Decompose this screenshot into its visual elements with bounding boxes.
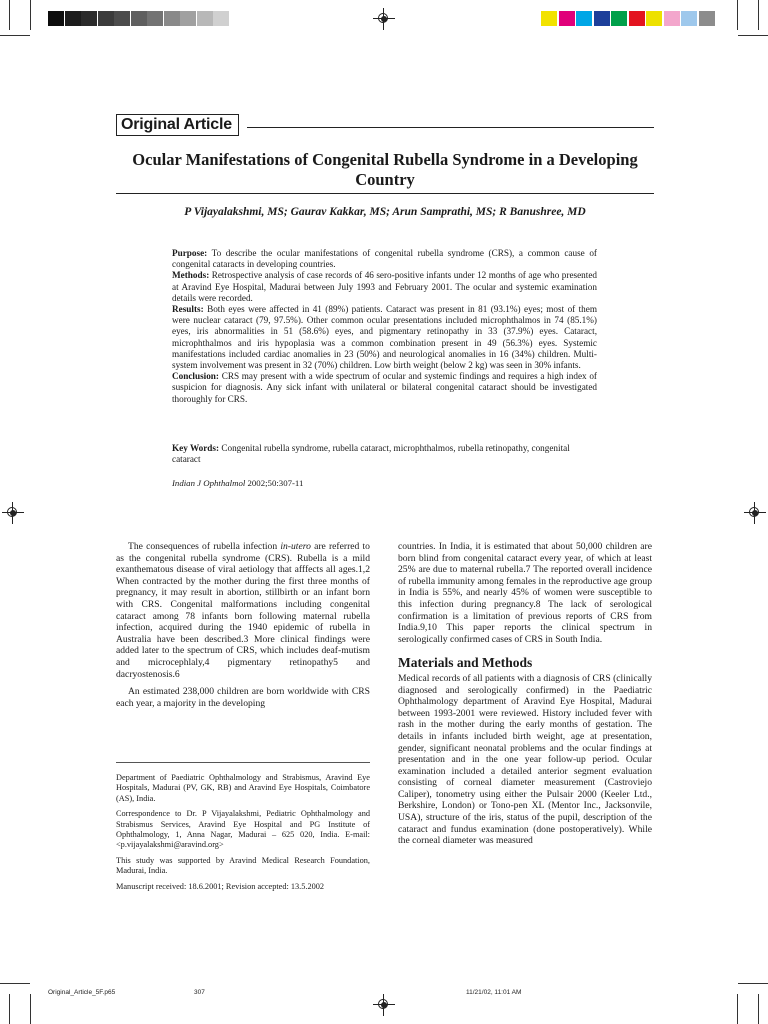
- crop-mark: [758, 0, 759, 30]
- color-swatch: [594, 11, 610, 26]
- footnote-rule: [116, 762, 370, 763]
- body-paragraph: An estimated 238,000 children are born worldwide with CRS each year, a majority in the developing: [116, 686, 370, 709]
- crop-mark: [30, 994, 31, 1024]
- color-swatch: [699, 11, 715, 26]
- abstract: [172, 248, 597, 405]
- abstract-purpose: Purpose: To describe the ocular manifestations of congenital rubella syndrome (CRS), a common cause of congenital cataracts in developing countries.: [172, 248, 597, 270]
- footnote-correspondence: Correspondence to Dr. P Vijayalakshmi, Pediatric Ophthalmology and Strabismus Services, Aravind Eye Hospital and PG Institute of Ophthalmology, 1, Anna Nagar, Madurai – 625 020, India. E-mail: <p.vijayalakshmi@aravind.org>: [116, 809, 370, 850]
- abstract-methods: Methods: Retrospective analysis of case records of 46 sero-positive infants under 12 months of age who presented at Aravind Eye Hospital, Madurai between July 1993 and February 2001. The ocular and systemic examination details were recorded.: [172, 270, 597, 303]
- gray-swatch: [213, 11, 229, 26]
- crop-mark: [0, 35, 30, 36]
- gray-swatch: [197, 11, 213, 26]
- gray-swatch: [98, 11, 114, 26]
- keywords: Key Words: Congenital rubella syndrome, rubella cataract, microphthalmos, rubella retinopathy, congenital cataract: [172, 443, 570, 465]
- gray-swatch: [180, 11, 196, 26]
- color-swatch: [576, 11, 592, 26]
- slug-page: 307: [194, 989, 205, 996]
- registration-mark-icon: [373, 8, 395, 30]
- gray-swatch: [114, 11, 130, 26]
- slug-datetime: 11/21/02, 11:01 AM: [466, 989, 522, 996]
- gray-swatch: [164, 11, 180, 26]
- body-paragraph: The consequences of rubella infection in-utero are referred to as the congenital rubella syndrome (CRS). Rubella is a mild exanthematous disease of viral aetiology that afffects all ages.1,2 When contracted by the mother during the first three months of pregnancy, it may result in abortion, stillbirth or an infant born with CRS. Congenital malformations including congenital cataract among 78 infants born following maternal rubella infection, acquired during the 1940 epidemic of rubella in Australia have been described.3 More clinical findings were added later to the spectrum of CRS, which includes deaf-mutism and microcephlaly,4 pigmentary retinopathy5 and dacryostenosis.6: [116, 541, 370, 680]
- footnote-affiliation: Department of Paediatric Ophthalmology and Strabismus, Aravind Eye Hospitals, Madurai (PV, GK, RB) and Aravind Eye Hospitals, Coimbatore (AS), India.: [116, 773, 370, 803]
- color-swatch: [681, 11, 697, 26]
- gray-swatch: [48, 11, 64, 26]
- color-swatch: [541, 11, 557, 26]
- color-swatch: [646, 11, 662, 26]
- body-paragraph: countries. In India, it is estimated that about 50,000 children are born blind from congenital cataract every year, of which at least 25% are due to maternal rubella.7 The reported overall incidence of rubella immunity among females in the reproductive age group in India is 55%, and nearly 45% of women were susceptible to this infection during pregnancy.8 The lack of serological confirmation is a limitation of previous reports of CRS from India.9,10 This paper reports the clinical spectrum in serologically confirmed cases of CRS in South India.: [398, 541, 652, 645]
- registration-mark-icon: [373, 994, 395, 1016]
- crop-mark: [30, 0, 31, 30]
- section-heading: Materials and Methods: [398, 655, 533, 671]
- body-column-left: [116, 541, 370, 709]
- registration-mark-icon: [744, 502, 766, 524]
- crop-mark: [9, 994, 10, 1024]
- crop-mark: [0, 983, 30, 984]
- gray-swatch: [131, 11, 147, 26]
- gray-swatch: [81, 11, 97, 26]
- section-label: Original Article: [116, 114, 239, 136]
- color-swatch: [611, 11, 627, 26]
- registration-mark-icon: [2, 502, 24, 524]
- abstract-conclusion: Conclusion: CRS may present with a wide spectrum of ocular and systemic findings and requires a high index of suspicion for diagnosis. Any sick infant with unilateral or bilateral congenital cataract should be investigated thoroughly for CRS.: [172, 371, 597, 404]
- citation: Indian J Ophthalmol 2002;50:307-11: [172, 478, 304, 488]
- footnotes: [116, 773, 370, 897]
- color-swatch: [559, 11, 575, 26]
- crop-mark: [9, 0, 10, 30]
- color-swatch: [664, 11, 680, 26]
- title-rule: [116, 193, 654, 194]
- crop-mark: [738, 35, 768, 36]
- author-list: P Vijayalakshmi, MS; Gaurav Kakkar, MS; Arun Samprathi, MS; R Banushree, MD: [184, 206, 586, 218]
- body-column-right: [398, 541, 652, 847]
- gray-swatch: [65, 11, 81, 26]
- article-title: Ocular Manifestations of Congenital Rubella Syndrome in a Developing Country: [132, 150, 638, 189]
- crop-mark: [737, 0, 738, 30]
- color-swatch: [629, 11, 645, 26]
- footnote-support: This study was supported by Aravind Medical Research Foundation, Madurai, India.: [116, 855, 370, 876]
- crop-mark: [758, 994, 759, 1024]
- abstract-results: Results: Both eyes were affected in 41 (89%) patients. Cataract was present in 81 (93.1%) eyes; most of them were nuclear cataract (79, 97.5%). Other common ocular presentations included microphthalmos in 74 (85.1%) eyes, iris abnormalities in 51 (58.6%) eyes, and pigmentary retinopathy in 33 (37.9%) eyes. Cataract, microphthalmos and iris hypoplasia was a common combination present in 49 (56.3%) eyes. Systemic manifestations included cardiac anomalies in 23 (50%) and neurological anomalies in 16 (34%) children. Multi-system involvement was present in 32 (70%) children. Low birth weight (below 2 kg) was seen in 30% infants.: [172, 304, 597, 371]
- body-paragraph: Medical records of all patients with a diagnosis of CRS (clinically diagnosed and serologically confirmed) in the Paediatric Ophthalmology department of Aravind Eye Hospital, Madurai between 1993-2001 were reviewed. History included fever with rash in the mother during the early months of gestation. The details in infants included birth weight, age at presentation, gender, significant neonatal problems and the ocular findings at presentation and in the one year follow-up period. Ocular examination included a detailed anterior segment evaluation consisting of corneal diameter measurement (Castroviejo Caliper), tonometry using either the Pulsair 2000 (Keeler Ltd., Berkshire, London) or Tono-pen XL (Mentor Inc., Jacksonvile, USA), structure of the iris, status of the pupil, description of the cataract and fundus examination (done postoperatively). While the corneal diameter was measured: [398, 672, 652, 847]
- crop-mark: [738, 983, 768, 984]
- footnote-dates: Manuscript received: 18.6.2001; Revision accepted: 13.5.2002: [116, 881, 325, 891]
- gray-swatch: [147, 11, 163, 26]
- slug-filename: Original_Article_5F.p65: [48, 989, 116, 996]
- crop-mark: [737, 994, 738, 1024]
- header-rule: [247, 127, 654, 128]
